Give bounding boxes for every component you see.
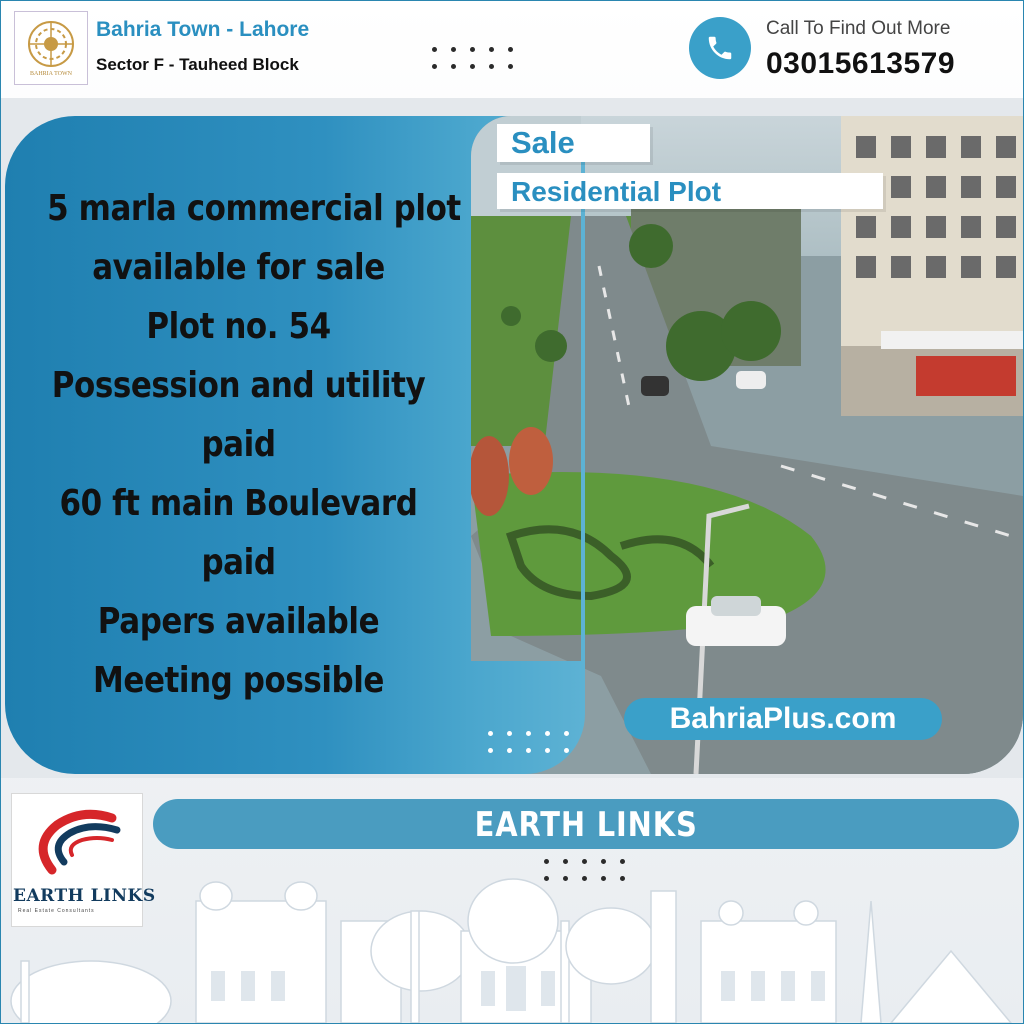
description-line: 5 marla commercial plot (47, 188, 461, 229)
location-title: Bahria Town - Lahore (96, 18, 310, 41)
property-type-tag: Residential Plot (497, 173, 883, 209)
lahore-skyline-illustration (1, 861, 1023, 1023)
description-line: Plot no. 54 (146, 306, 331, 347)
description-line: Meeting possible (92, 660, 384, 701)
decorative-dots (488, 731, 569, 753)
description-line: paid (201, 424, 276, 465)
phone-number[interactable]: 03015613579 (766, 47, 956, 80)
listing-description (16, 179, 461, 710)
cta-label: Call To Find Out More (766, 18, 951, 39)
description-line: Possession and utility (51, 365, 426, 406)
agency-logo-tagline: Real Estate Consultants (18, 908, 95, 914)
website-link[interactable]: BahriaPlus.com (624, 698, 942, 740)
purpose-tag: Sale (497, 124, 650, 162)
agency-banner (153, 799, 1019, 849)
phone-icon (705, 33, 735, 63)
description-line: available for sale (92, 247, 385, 288)
description-line: 60 ft main Boulevard (59, 483, 418, 524)
description-line: Papers available (97, 601, 380, 642)
bahria-town-logo (14, 11, 88, 85)
agency-logo-text: EARTH LINKS (13, 886, 156, 906)
description-line: paid (201, 542, 276, 583)
logo-caption: BAHRIA TOWN (30, 71, 72, 77)
bahria-town-emblem-icon (26, 19, 76, 69)
agency-name: EARTH LINKS (474, 805, 698, 845)
location-subtitle: Sector F - Tauheed Block (96, 55, 299, 74)
decorative-dots (432, 47, 513, 69)
phone-button[interactable] (689, 17, 751, 79)
